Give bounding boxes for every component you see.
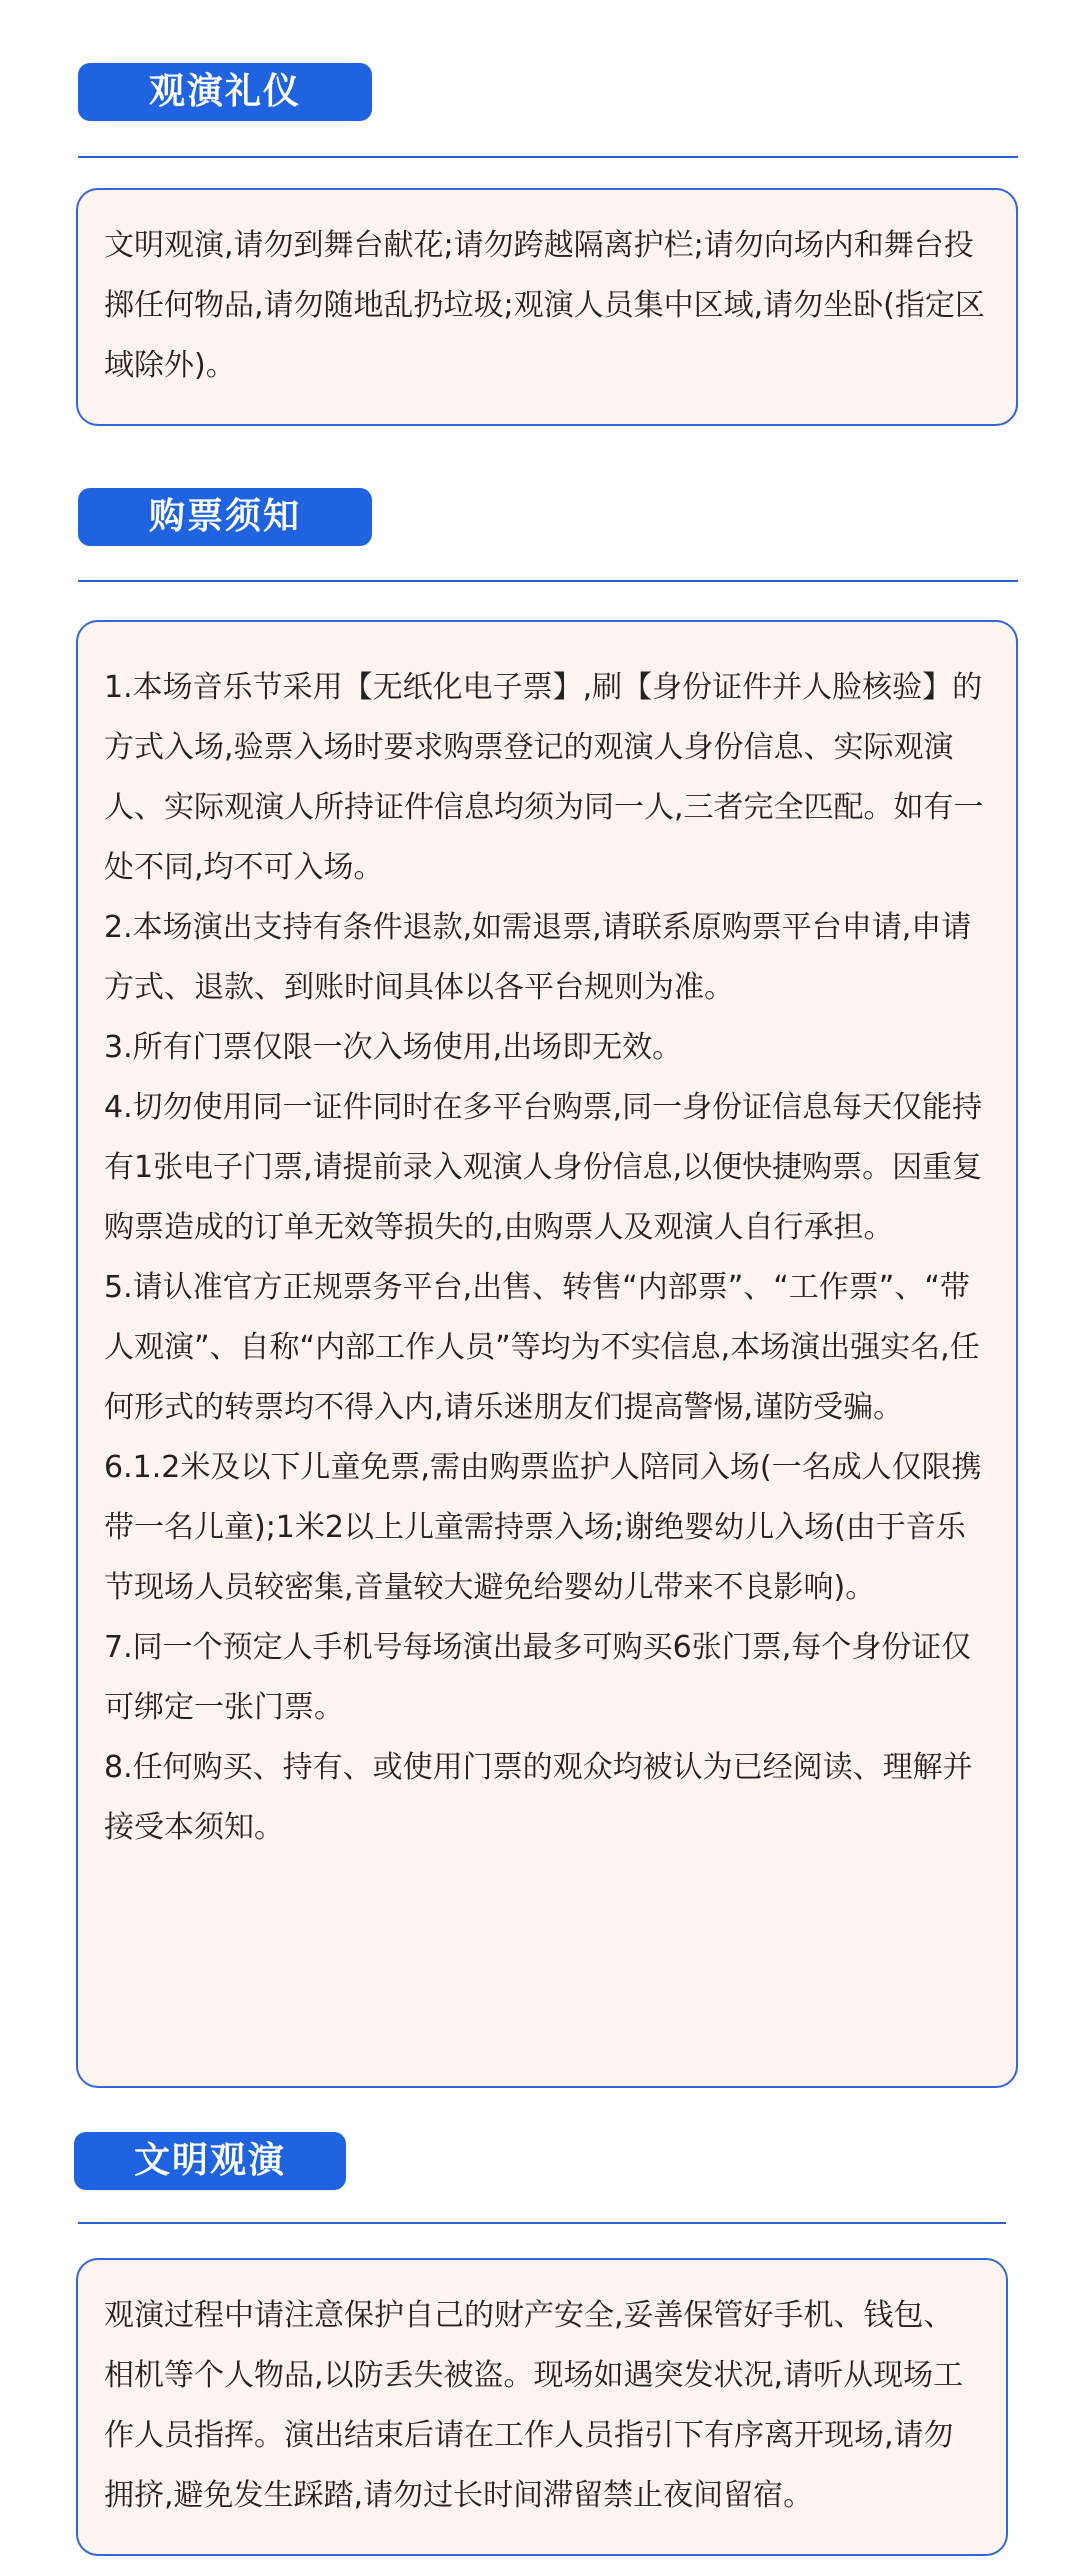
section-header-etiquette: 观演礼仪 bbox=[78, 63, 372, 121]
ticket-notice-box bbox=[76, 620, 1018, 2088]
section-divider bbox=[78, 2222, 1006, 2224]
civilized-viewing-text: 观演过程中请注意保护自己的财产安全,妥善保管好手机、钱包、相机等个人物品,以防丢失被盗。现场如遇突发状况,请听从现场工作人员指挥。演出结束后请在工作人员指引下有序离开现场,请勿拥挤,避免发生踩踏,请勿过长时间滞留禁止夜间留宿。 bbox=[104, 2298, 964, 2513]
notice-item-3: 3.所有门票仅限一次入场使用,出场即无效。 bbox=[104, 1030, 683, 1065]
etiquette-text: 文明观演,请勿到舞台献花;请勿跨越隔离护栏;请勿向场内和舞台投掷任何物品,请勿随地乱扔垃圾;观演人员集中区域,请勿坐卧(指定区域除外)。 bbox=[104, 228, 985, 383]
notice-item-8: 8.任何购买、持有、或使用门票的观众均被认为已经阅读、理解并接受本须知。 bbox=[104, 1750, 973, 1845]
notice-item-2: 2.本场演出支持有条件退款,如需退票,请联系原购票平台申请,申请方式、退款、到账时间具体以各平台规则为准。 bbox=[104, 910, 972, 1005]
section-header-ticket-notice: 购票须知 bbox=[78, 488, 372, 546]
section-divider bbox=[78, 156, 1018, 158]
section-header-civilized-viewing: 文明观演 bbox=[74, 2132, 346, 2190]
notice-item-1: 1.本场音乐节采用【无纸化电子票】,刷【身份证件并人脸核验】的方式入场,验票入场时要求购票登记的观演人身份信息、实际观演人、实际观演人所持证件信息均须为同一人,三者完全匹配。如有一处不同,均不可入场。 bbox=[104, 670, 984, 885]
section-divider bbox=[78, 580, 1018, 582]
notice-item-7: 7.同一个预定人手机号每场演出最多可购买6张门票,每个身份证仅可绑定一张门票。 bbox=[104, 1630, 972, 1725]
notice-item-6: 6.1.2米及以下儿童免票,需由购票监护人陪同入场(一名成人仅限携带一名儿童);1米2以上儿童需持票入场;谢绝婴幼儿入场(由于音乐节现场人员较密集,音量较大避免给婴幼儿带来不良影响)。 bbox=[104, 1450, 982, 1605]
notice-item-5: 5.请认准官方正规票务平台,出售、转售“内部票”、“工作票”、“带人观演”、自称“内部工作人员”等均为不实信息,本场演出强实名,任何形式的转票均不得入内,请乐迷朋友们提高警惕,谨防受骗。 bbox=[104, 1270, 980, 1425]
etiquette-box bbox=[76, 188, 1018, 426]
civilized-viewing-box bbox=[76, 2258, 1008, 2556]
notice-item-4: 4.切勿使用同一证件同时在多平台购票,同一身份证信息每天仅能持有1张电子门票,请提前录入观演人身份信息,以便快捷购票。因重复购票造成的订单无效等损失的,由购票人及观演人自行承担。 bbox=[104, 1090, 983, 1245]
